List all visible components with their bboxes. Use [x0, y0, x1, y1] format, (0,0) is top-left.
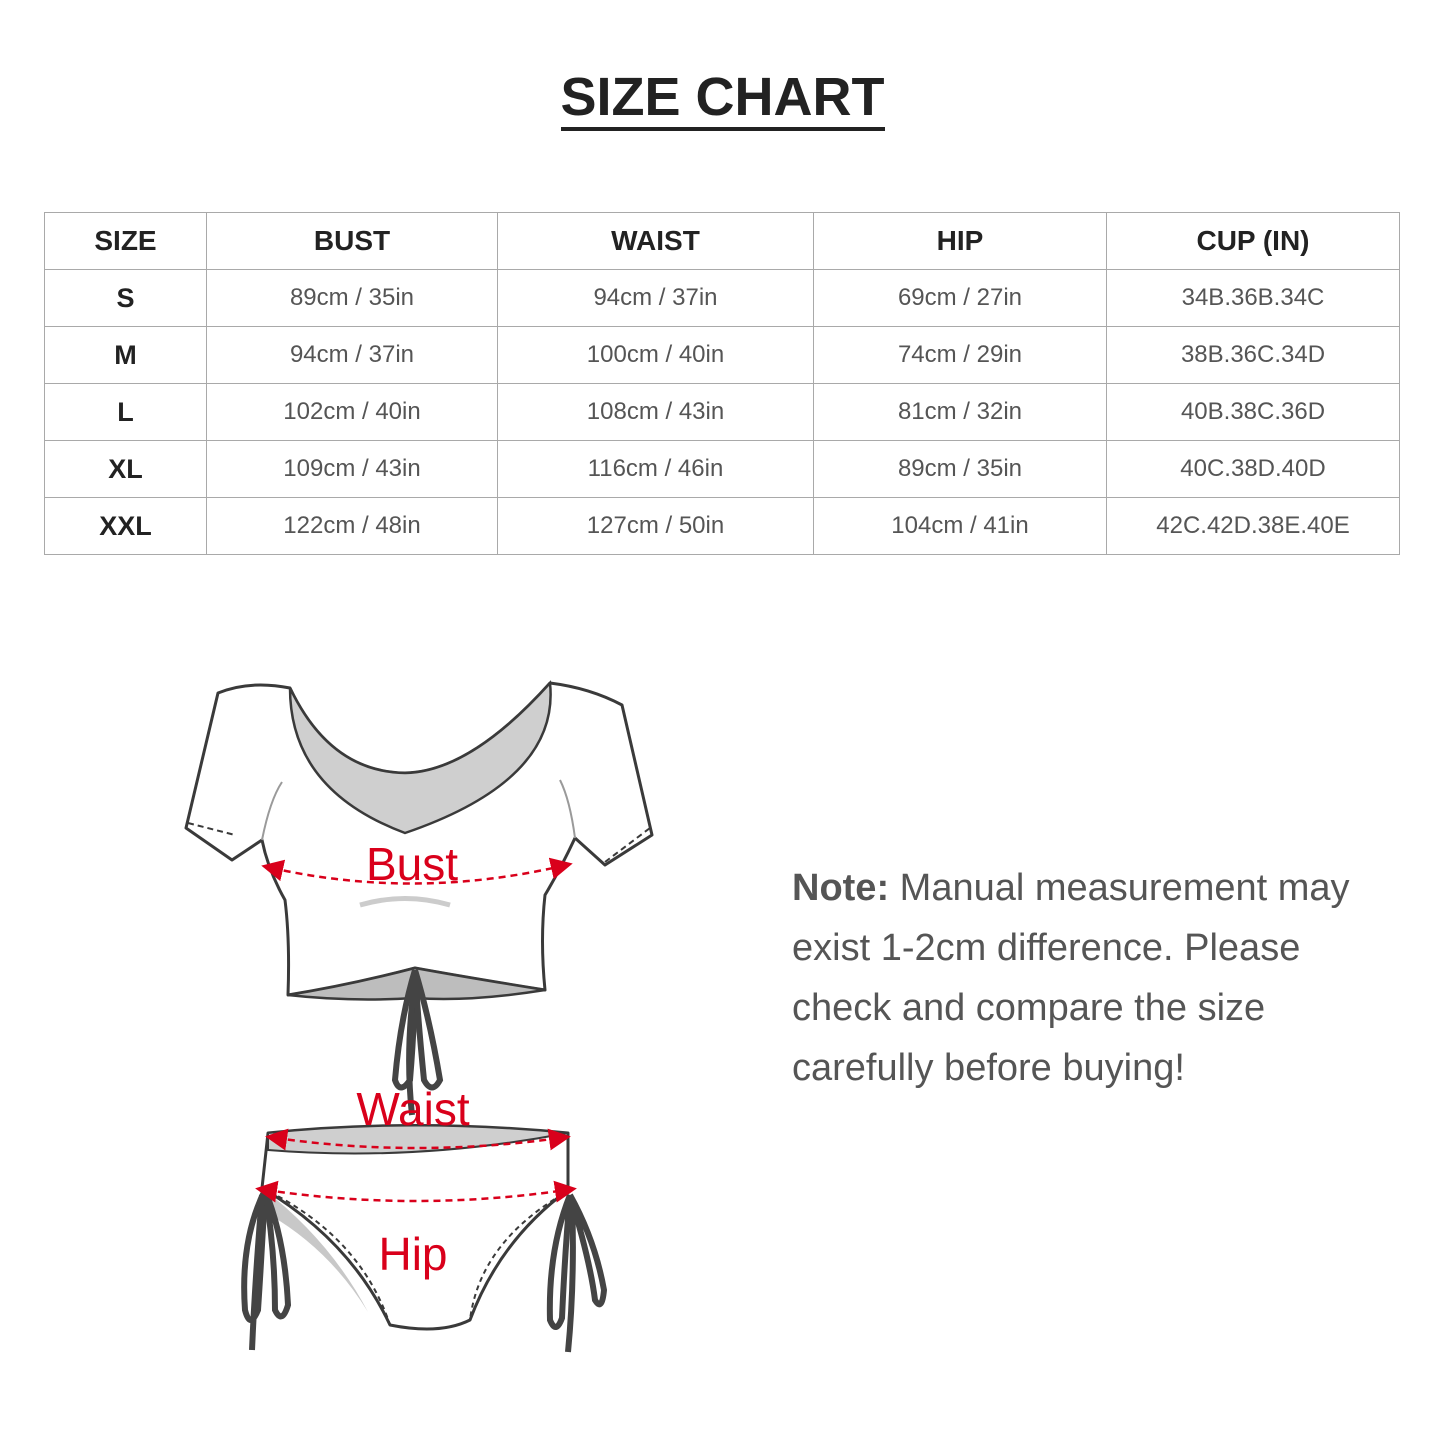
cell-hip: 81cm / 32in — [814, 384, 1107, 441]
page-title — [0, 66, 1445, 128]
cell-bust: 122cm / 48in — [207, 498, 498, 555]
bikini-measurement-diagram — [150, 660, 670, 1380]
cell-bust: 109cm / 43in — [207, 441, 498, 498]
cell-size: L — [45, 384, 207, 441]
crop-top-illustration — [186, 683, 652, 1115]
cell-bust: 94cm / 37in — [207, 327, 498, 384]
table-row — [45, 327, 1400, 384]
cell-waist: 108cm / 43in — [498, 384, 814, 441]
table-row — [45, 498, 1400, 555]
cell-hip: 104cm / 41in — [814, 498, 1107, 555]
cell-size: S — [45, 270, 207, 327]
cell-cup: 40B.38C.36D — [1107, 384, 1400, 441]
table-row — [45, 441, 1400, 498]
bust-label: Bust — [365, 838, 459, 890]
page-title-text: SIZE CHART — [561, 67, 885, 131]
header-cup: CUP (IN) — [1107, 213, 1400, 270]
table-row — [45, 270, 1400, 327]
cell-cup: 42C.42D.38E.40E — [1107, 498, 1400, 555]
cell-waist: 94cm / 37in — [498, 270, 814, 327]
cell-hip: 69cm / 27in — [814, 270, 1107, 327]
cell-waist: 100cm / 40in — [498, 327, 814, 384]
cell-waist: 127cm / 50in — [498, 498, 814, 555]
waist-label: Waist — [356, 1083, 470, 1135]
cell-cup: 38B.36C.34D — [1107, 327, 1400, 384]
note-text: Manual measurement may exist 1-2cm difference. Please check and compare the size carefully before buying! — [792, 867, 1350, 1089]
size-table — [44, 212, 1400, 555]
cell-size: XXL — [45, 498, 207, 555]
cell-cup: 40C.38D.40D — [1107, 441, 1400, 498]
measurement-note — [792, 858, 1352, 1098]
header-hip: HIP — [814, 213, 1107, 270]
hip-label: Hip — [378, 1228, 448, 1280]
header-bust: BUST — [207, 213, 498, 270]
cell-bust: 89cm / 35in — [207, 270, 498, 327]
cell-hip: 89cm / 35in — [814, 441, 1107, 498]
cell-size: XL — [45, 441, 207, 498]
note-label: Note: — [792, 867, 890, 909]
cell-size: M — [45, 327, 207, 384]
header-size: SIZE — [45, 213, 207, 270]
cell-cup: 34B.36B.34C — [1107, 270, 1400, 327]
table-header-row — [45, 213, 1400, 270]
cell-bust: 102cm / 40in — [207, 384, 498, 441]
cell-waist: 116cm / 46in — [498, 441, 814, 498]
header-waist: WAIST — [498, 213, 814, 270]
table-row — [45, 384, 1400, 441]
cell-hip: 74cm / 29in — [814, 327, 1107, 384]
